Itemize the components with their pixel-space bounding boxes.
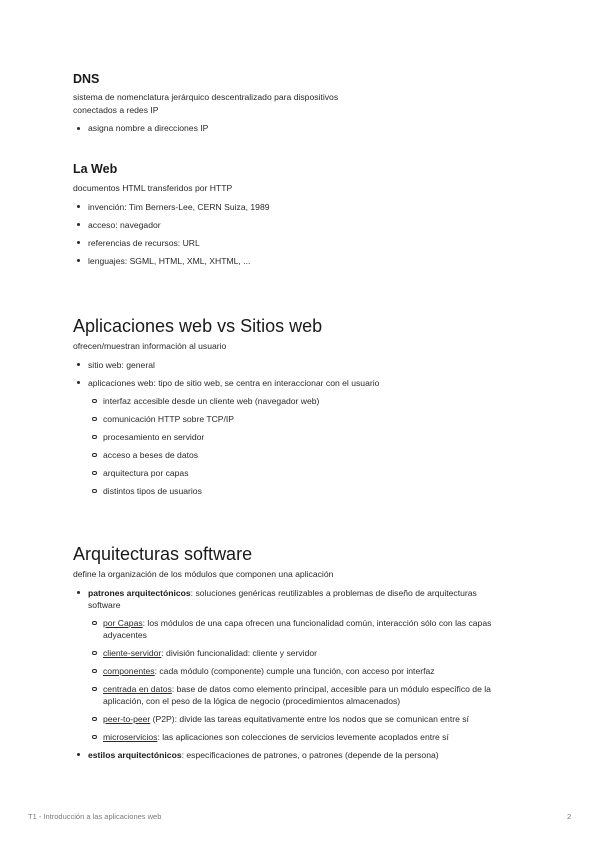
dns-list — [73, 122, 528, 134]
sublist-item: arquitectura por capas — [88, 467, 528, 479]
pattern-link[interactable]: peer-to-peer — [103, 713, 151, 724]
list-item: acceso: navegador — [73, 219, 528, 231]
list-item: estilos arquitectónicos: especificaciones de patrones, o patrones (depende de la persona) — [73, 749, 528, 761]
dns-description: sistema de nomenclatura jerárquico descentralizado para dispositivos conectados a redes IP — [73, 92, 339, 115]
footer-title: T1 - Introducción a las aplicaciones web — [28, 812, 162, 821]
list-item: lenguajes: SGML, HTML, XML, XHTML, ... — [73, 255, 528, 267]
sublist-item: distintos tipos de usuarios — [88, 485, 528, 497]
page-number: 2 — [567, 812, 572, 821]
apps-sublist — [88, 395, 528, 497]
sublist-item: componentes: cada módulo (componente) cumple una función, con acceso por interfaz — [88, 665, 528, 677]
sublist-item: interfaz accesible desde un cliente web (navegador web) — [88, 395, 528, 407]
sublist-item: acceso a beses de datos — [88, 449, 528, 461]
list-item: aplicaciones web: tipo de sitio web, se centra en interaccionar con el usuario interfaz accesible desde un cliente web (navegador web) comunicación HTTP sobre TCP/IP procesamiento en servidor acceso a beses de datos arquitectura por capas distintos tipos de usuarios — [73, 377, 528, 497]
web-section — [73, 162, 528, 267]
arch-description: define la organización de los módulos que componen una aplicación — [73, 569, 334, 579]
apps-heading: Aplicaciones web vs Sitios web — [73, 316, 323, 336]
web-description: documentos HTML transferidos por HTTP — [73, 183, 233, 193]
arch-heading: Arquitecturas software — [73, 544, 253, 564]
sublist-item: comunicación HTTP sobre TCP/IP — [88, 413, 528, 425]
arch-sublist — [88, 617, 528, 743]
web-list — [73, 201, 528, 267]
pattern-link[interactable]: por Capas — [103, 617, 143, 628]
list-item: patrones arquitectónicos: soluciones genéricas reutilizables a problemas de diseño de arquitecturas software por Capas: los módulos de una capa ofrecen una funcionalidad común, interacción sólo con las capas adyacentes cliente-servidor: división funcionalidad: cliente y servidor componentes: cada módulo (componente) cumple una función, con acceso por interfaz centrada en datos: base de datos como elemento principal, accesible para un módulo específico de la aplicación, con el peso de la lógica de negocio (procedimientos almacenados) peer-to-peer (P2P): divide las tareas equitativamente entre los nodos que se comunican entre sí microservicios: las aplicaciones son colecciones de servicios levemente acoplados entre sí — [73, 587, 528, 743]
dns-section — [73, 72, 528, 134]
apps-description: ofrecen/muestran información al usuario — [73, 341, 227, 351]
pattern-link[interactable]: cliente-servidor — [103, 647, 162, 658]
arch-list — [73, 587, 528, 761]
apps-list — [73, 359, 528, 497]
patrones-term: patrones arquitectónicos — [88, 587, 191, 598]
apps-section — [73, 316, 528, 497]
web-heading: La Web — [73, 162, 118, 176]
sublist-item: centrada en datos: base de datos como elemento principal, accesible para un módulo específico de la aplicación, con el peso de la lógica de negocio (procedimientos almacenados) — [88, 683, 528, 707]
sublist-item: procesamiento en servidor — [88, 431, 528, 443]
sublist-item: microservicios: las aplicaciones son colecciones de servicios levemente acoplados entre sí — [88, 731, 528, 743]
dns-heading: DNS — [73, 72, 100, 86]
sublist-item: por Capas: los módulos de una capa ofrecen una funcionalidad común, interacción sólo con las capas adyacentes — [88, 617, 528, 641]
pattern-link[interactable]: centrada en datos — [103, 683, 172, 694]
estilos-term: estilos arquitectónicos — [88, 749, 182, 760]
sublist-item: peer-to-peer (P2P): divide las tareas equitativamente entre los nodos que se comunican entre sí — [88, 713, 528, 725]
list-item: referencias de recursos: URL — [73, 237, 528, 249]
list-item: invención: Tim Berners-Lee, CERN Suiza, 1989 — [73, 201, 528, 213]
pattern-link[interactable]: microservicios — [103, 731, 158, 742]
sublist-item: cliente-servidor: división funcionalidad: cliente y servidor — [88, 647, 528, 659]
arch-section — [73, 544, 528, 761]
pattern-link[interactable]: componentes — [103, 665, 155, 676]
list-item: asigna nombre a direcciones IP — [73, 122, 528, 134]
list-item: sitio web: general — [73, 359, 528, 371]
